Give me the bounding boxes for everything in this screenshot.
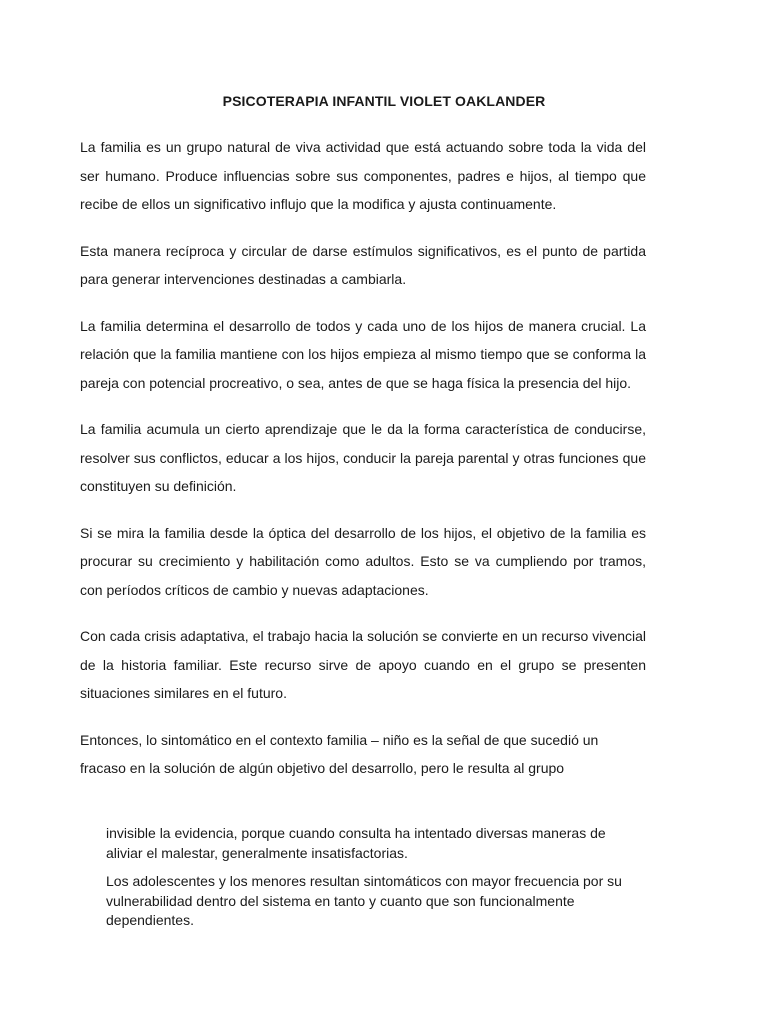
indented-paragraph-2: Los adolescentes y los menores resultan sintomáticos con mayor frecuencia por su vulnerabilidad dentro del sistema en tanto y cuanto que son funcionalmente dependientes. <box>106 873 622 928</box>
paragraph-5: Si se mira la familia desde la óptica del desarrollo de los hijos, el objetivo de la familia es procurar su crecimiento y habilitación como adultos. Esto se va cumpliendo por tramos, con períodos críticos de cambio y nuevas adaptaciones. <box>80 524 646 598</box>
document-body <box>80 133 646 801</box>
paragraph-1: La familia es un grupo natural de viva actividad que está actuando sobre toda la vida del ser humano. Produce influencias sobre sus componentes, padres e hijos, al tiempo que recibe de ellos un significativo influjo que la modifica y ajusta continuamente. <box>80 139 646 212</box>
paragraph-3: La familia determina el desarrollo de todos y cada uno de los hijos de manera crucial. La relación que la familia mantiene con los hijos empieza al mismo tiempo que se conforma la pareja con potencial procreativo, o sea, antes de que se haga física la presencia del hijo. <box>80 317 646 391</box>
document-title: PSICOTERAPIA INFANTIL VIOLET OAKLANDER <box>222 93 546 109</box>
indented-section <box>106 824 646 940</box>
paragraph-7: Entonces, lo sintomático en el contexto familia – niño es la señal de que sucedió un fracaso en la solución de algún objetivo del desarrollo, pero le resulta al grupo <box>80 731 599 776</box>
indented-paragraph-1: invisible la evidencia, porque cuando consulta ha intentado diversas maneras de aliviar el malestar, generalmente insatisfactorias. <box>106 825 606 861</box>
paragraph-6: Con cada crisis adaptativa, el trabajo hacia la solución se convierte en un recurso vivencial de la historia familiar. Este recurso sirve de apoyo cuando en el grupo se presenten situaciones similares en el futuro. <box>80 628 646 701</box>
paragraph-2: Esta manera recíproca y circular de darse estímulos significativos, es el punto de partida para generar intervenciones destinadas a cambiarla. <box>80 242 646 287</box>
paragraph-4: La familia acumula un cierto aprendizaje que le da la forma característica de conducirse, resolver sus conflictos, educar a los hijos, conducir la pareja parental y otras funciones que constituyen su definición. <box>80 421 646 494</box>
